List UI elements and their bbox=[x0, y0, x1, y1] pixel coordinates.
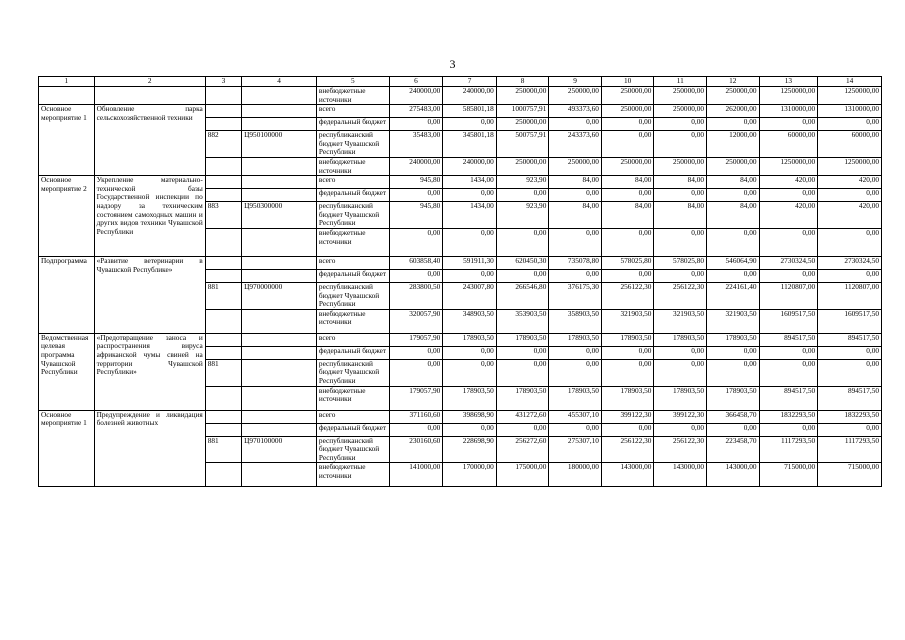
amount-cell: 1250000,00 bbox=[759, 157, 818, 175]
funding-source-cell: всего bbox=[316, 410, 389, 423]
budget-code-cell bbox=[242, 176, 317, 189]
amount-cell: 84,00 bbox=[549, 176, 602, 189]
amount-cell: 715000,00 bbox=[818, 463, 882, 487]
amount-cell: 262000,00 bbox=[707, 105, 760, 118]
amount-cell: 250000,00 bbox=[549, 157, 602, 175]
amount-cell: 84,00 bbox=[707, 176, 760, 189]
budget-code-cell bbox=[242, 157, 317, 175]
amount-cell: 923,90 bbox=[496, 176, 549, 189]
table-row bbox=[39, 333, 882, 346]
amount-cell: 321903,50 bbox=[654, 309, 707, 333]
amount-cell: 0,00 bbox=[549, 189, 602, 202]
responsible-code-cell bbox=[205, 463, 241, 487]
amount-cell: 0,00 bbox=[549, 269, 602, 282]
budget-code-cell bbox=[242, 359, 317, 386]
amount-cell: 0,00 bbox=[389, 423, 443, 436]
amount-cell: 256122,30 bbox=[654, 282, 707, 309]
amount-cell: 275307,10 bbox=[549, 436, 602, 463]
amount-cell: 0,00 bbox=[818, 189, 882, 202]
amount-cell: 420,00 bbox=[818, 202, 882, 229]
responsible-code-cell bbox=[205, 423, 241, 436]
amount-cell: 0,00 bbox=[601, 118, 654, 131]
responsible-code-cell bbox=[205, 410, 241, 423]
responsible-code-cell: 883 bbox=[205, 202, 241, 229]
budget-code-cell bbox=[242, 423, 317, 436]
amount-cell: 420,00 bbox=[759, 176, 818, 189]
amount-cell: 0,00 bbox=[759, 269, 818, 282]
amount-cell: 366458,70 bbox=[707, 410, 760, 423]
amount-cell: 240000,00 bbox=[389, 87, 443, 105]
amount-cell: 0,00 bbox=[496, 269, 549, 282]
amount-cell: 0,00 bbox=[759, 359, 818, 386]
column-header: 8 bbox=[496, 77, 549, 87]
amount-cell: 0,00 bbox=[443, 269, 497, 282]
amount-cell: 1609517,50 bbox=[759, 309, 818, 333]
amount-cell: 0,00 bbox=[654, 228, 707, 256]
funding-source-cell: внебюджетные источники bbox=[316, 157, 389, 175]
amount-cell: 945,80 bbox=[389, 202, 443, 229]
amount-cell: 894517,50 bbox=[818, 386, 882, 410]
amount-cell: 0,00 bbox=[601, 269, 654, 282]
budget-code-cell bbox=[242, 118, 317, 131]
funding-source-cell: всего bbox=[316, 105, 389, 118]
responsible-code-cell: 881 bbox=[205, 359, 241, 386]
amount-cell: 399122,30 bbox=[654, 410, 707, 423]
amount-cell: 894517,50 bbox=[759, 386, 818, 410]
amount-cell: 0,00 bbox=[549, 346, 602, 359]
amount-cell: 228698,90 bbox=[443, 436, 497, 463]
amount-cell: 250000,00 bbox=[654, 87, 707, 105]
responsible-code-cell bbox=[205, 333, 241, 346]
responsible-code-cell bbox=[205, 346, 241, 359]
column-header: 12 bbox=[707, 77, 760, 87]
amount-cell: 60000,00 bbox=[759, 131, 818, 158]
amount-cell: 223458,70 bbox=[707, 436, 760, 463]
responsible-code-cell bbox=[205, 189, 241, 202]
amount-cell: 0,00 bbox=[443, 228, 497, 256]
amount-cell: 35483,00 bbox=[389, 131, 443, 158]
amount-cell: 0,00 bbox=[818, 346, 882, 359]
amount-cell: 0,00 bbox=[818, 423, 882, 436]
amount-cell: 0,00 bbox=[759, 346, 818, 359]
amount-cell: 620450,30 bbox=[496, 256, 549, 269]
column-header: 9 bbox=[549, 77, 602, 87]
amount-cell: 250000,00 bbox=[549, 87, 602, 105]
amount-cell: 0,00 bbox=[443, 423, 497, 436]
budget-code-cell bbox=[242, 87, 317, 105]
funding-source-cell: федеральный бюджет bbox=[316, 189, 389, 202]
amount-cell: 84,00 bbox=[654, 176, 707, 189]
responsible-code-cell bbox=[205, 256, 241, 269]
amount-cell: 591911,30 bbox=[443, 256, 497, 269]
column-header: 4 bbox=[242, 77, 317, 87]
amount-cell: 0,00 bbox=[549, 359, 602, 386]
table-row bbox=[39, 256, 882, 269]
budget-code-cell bbox=[242, 269, 317, 282]
program-type-cell: Основное мероприятие 2 bbox=[39, 176, 95, 257]
amount-cell: 0,00 bbox=[707, 423, 760, 436]
amount-cell: 1120807,00 bbox=[818, 282, 882, 309]
responsible-code-cell bbox=[205, 105, 241, 118]
amount-cell: 178903,50 bbox=[601, 333, 654, 346]
header-row bbox=[39, 77, 882, 87]
funding-source-cell: республиканский бюджет Чувашской Республики bbox=[316, 131, 389, 158]
amount-cell: 0,00 bbox=[601, 346, 654, 359]
funding-source-cell: внебюджетные источники bbox=[316, 228, 389, 256]
responsible-code-cell bbox=[205, 228, 241, 256]
amount-cell: 500757,91 bbox=[496, 131, 549, 158]
amount-cell: 84,00 bbox=[549, 202, 602, 229]
amount-cell: 1117293,50 bbox=[759, 436, 818, 463]
budget-table bbox=[38, 76, 882, 487]
amount-cell: 894517,50 bbox=[818, 333, 882, 346]
amount-cell: 250000,00 bbox=[496, 118, 549, 131]
amount-cell: 321903,50 bbox=[601, 309, 654, 333]
amount-cell: 1832293,50 bbox=[818, 410, 882, 423]
program-name-cell bbox=[94, 87, 205, 105]
funding-source-cell: республиканский бюджет Чувашской Республики bbox=[316, 202, 389, 229]
table-row bbox=[39, 87, 882, 105]
amount-cell: 230160,60 bbox=[389, 436, 443, 463]
funding-source-cell: федеральный бюджет bbox=[316, 118, 389, 131]
amount-cell: 0,00 bbox=[707, 189, 760, 202]
amount-cell: 320057,90 bbox=[389, 309, 443, 333]
amount-cell: 1117293,50 bbox=[818, 436, 882, 463]
column-header: 3 bbox=[205, 77, 241, 87]
amount-cell: 923,90 bbox=[496, 202, 549, 229]
responsible-code-cell: 882 bbox=[205, 131, 241, 158]
budget-code-cell: Ц970100000 bbox=[242, 436, 317, 463]
responsible-code-cell bbox=[205, 157, 241, 175]
amount-cell: 0,00 bbox=[601, 359, 654, 386]
amount-cell: 0,00 bbox=[496, 346, 549, 359]
program-name-cell: Укрепление материально-технической базы Государственной инспекции по надзору за техническим состоянием самоходных машин и других видов техники Чувашской Республики bbox=[94, 176, 205, 257]
amount-cell: 0,00 bbox=[549, 228, 602, 256]
amount-cell: 12000,00 bbox=[707, 131, 760, 158]
amount-cell: 1250000,00 bbox=[759, 87, 818, 105]
amount-cell: 455307,10 bbox=[549, 410, 602, 423]
funding-source-cell: всего bbox=[316, 333, 389, 346]
column-header: 13 bbox=[759, 77, 818, 87]
amount-cell: 240000,00 bbox=[443, 87, 497, 105]
amount-cell: 0,00 bbox=[759, 118, 818, 131]
amount-cell: 0,00 bbox=[707, 359, 760, 386]
amount-cell: 0,00 bbox=[654, 423, 707, 436]
amount-cell: 178903,50 bbox=[707, 386, 760, 410]
amount-cell: 250000,00 bbox=[496, 157, 549, 175]
amount-cell: 0,00 bbox=[818, 269, 882, 282]
amount-cell: 0,00 bbox=[601, 131, 654, 158]
amount-cell: 84,00 bbox=[707, 202, 760, 229]
amount-cell: 256122,30 bbox=[654, 436, 707, 463]
amount-cell: 143000,00 bbox=[707, 463, 760, 487]
amount-cell: 0,00 bbox=[443, 359, 497, 386]
amount-cell: 894517,50 bbox=[759, 333, 818, 346]
amount-cell: 84,00 bbox=[601, 176, 654, 189]
amount-cell: 0,00 bbox=[654, 131, 707, 158]
funding-source-cell: федеральный бюджет bbox=[316, 423, 389, 436]
amount-cell: 0,00 bbox=[759, 423, 818, 436]
amount-cell: 1120807,00 bbox=[759, 282, 818, 309]
funding-source-cell: внебюджетные источники bbox=[316, 87, 389, 105]
amount-cell: 0,00 bbox=[759, 189, 818, 202]
budget-code-cell bbox=[242, 228, 317, 256]
amount-cell: 1000757,91 bbox=[496, 105, 549, 118]
amount-cell: 2730324,50 bbox=[759, 256, 818, 269]
program-type-cell bbox=[39, 87, 95, 105]
amount-cell: 180000,00 bbox=[549, 463, 602, 487]
amount-cell: 735078,80 bbox=[549, 256, 602, 269]
program-type-cell: Основное мероприятие 1 bbox=[39, 410, 95, 487]
amount-cell: 578025,80 bbox=[601, 256, 654, 269]
budget-code-cell bbox=[242, 346, 317, 359]
amount-cell: 84,00 bbox=[654, 202, 707, 229]
amount-cell: 84,00 bbox=[601, 202, 654, 229]
budget-code-cell bbox=[242, 309, 317, 333]
program-type-cell: Подпрограмма bbox=[39, 256, 95, 333]
amount-cell: 0,00 bbox=[707, 269, 760, 282]
amount-cell: 141000,00 bbox=[389, 463, 443, 487]
column-header: 6 bbox=[389, 77, 443, 87]
amount-cell: 179057,90 bbox=[389, 333, 443, 346]
amount-cell: 431272,60 bbox=[496, 410, 549, 423]
column-header: 10 bbox=[601, 77, 654, 87]
amount-cell: 179057,90 bbox=[389, 386, 443, 410]
amount-cell: 0,00 bbox=[389, 359, 443, 386]
amount-cell: 240000,00 bbox=[443, 157, 497, 175]
budget-code-cell bbox=[242, 256, 317, 269]
amount-cell: 0,00 bbox=[389, 189, 443, 202]
amount-cell: 0,00 bbox=[818, 118, 882, 131]
funding-source-cell: внебюджетные источники bbox=[316, 463, 389, 487]
amount-cell: 0,00 bbox=[601, 189, 654, 202]
amount-cell: 0,00 bbox=[654, 359, 707, 386]
amount-cell: 0,00 bbox=[601, 423, 654, 436]
amount-cell: 256272,60 bbox=[496, 436, 549, 463]
column-header: 1 bbox=[39, 77, 95, 87]
budget-code-cell bbox=[242, 410, 317, 423]
funding-source-cell: всего bbox=[316, 176, 389, 189]
funding-source-cell: федеральный бюджет bbox=[316, 269, 389, 282]
budget-code-cell bbox=[242, 189, 317, 202]
amount-cell: 178903,50 bbox=[549, 333, 602, 346]
amount-cell: 224161,40 bbox=[707, 282, 760, 309]
amount-cell: 250000,00 bbox=[707, 157, 760, 175]
amount-cell: 0,00 bbox=[549, 423, 602, 436]
responsible-code-cell bbox=[205, 87, 241, 105]
amount-cell: 178903,50 bbox=[496, 333, 549, 346]
budget-code-cell bbox=[242, 333, 317, 346]
amount-cell: 0,00 bbox=[389, 269, 443, 282]
amount-cell: 0,00 bbox=[496, 228, 549, 256]
amount-cell: 256122,30 bbox=[601, 436, 654, 463]
amount-cell: 0,00 bbox=[818, 359, 882, 386]
amount-cell: 493373,60 bbox=[549, 105, 602, 118]
amount-cell: 0,00 bbox=[759, 228, 818, 256]
funding-source-cell: внебюджетные источники bbox=[316, 386, 389, 410]
responsible-code-cell bbox=[205, 176, 241, 189]
amount-cell: 0,00 bbox=[654, 269, 707, 282]
program-name-cell: «Предотвращение заноса и распространения вируса африканской чумы свиней на территории Чувашской Республики» bbox=[94, 333, 205, 410]
amount-cell: 178903,50 bbox=[443, 333, 497, 346]
amount-cell: 178903,50 bbox=[496, 386, 549, 410]
amount-cell: 250000,00 bbox=[601, 157, 654, 175]
amount-cell: 250000,00 bbox=[601, 105, 654, 118]
amount-cell: 178903,50 bbox=[654, 386, 707, 410]
responsible-code-cell bbox=[205, 309, 241, 333]
amount-cell: 143000,00 bbox=[654, 463, 707, 487]
amount-cell: 0,00 bbox=[707, 346, 760, 359]
column-header: 7 bbox=[443, 77, 497, 87]
column-header: 11 bbox=[654, 77, 707, 87]
amount-cell: 353903,50 bbox=[496, 309, 549, 333]
amount-cell: 250000,00 bbox=[654, 157, 707, 175]
amount-cell: 0,00 bbox=[654, 118, 707, 131]
amount-cell: 143000,00 bbox=[601, 463, 654, 487]
budget-code-cell bbox=[242, 463, 317, 487]
amount-cell: 0,00 bbox=[707, 118, 760, 131]
amount-cell: 371160,60 bbox=[389, 410, 443, 423]
amount-cell: 0,00 bbox=[443, 118, 497, 131]
amount-cell: 256122,30 bbox=[601, 282, 654, 309]
amount-cell: 399122,30 bbox=[601, 410, 654, 423]
table-body bbox=[39, 77, 882, 487]
amount-cell: 945,80 bbox=[389, 176, 443, 189]
table-row bbox=[39, 105, 882, 118]
column-header: 14 bbox=[818, 77, 882, 87]
amount-cell: 243373,60 bbox=[549, 131, 602, 158]
amount-cell: 546064,90 bbox=[707, 256, 760, 269]
page-number: 3 bbox=[449, 57, 456, 71]
amount-cell: 0,00 bbox=[389, 228, 443, 256]
amount-cell: 348903,50 bbox=[443, 309, 497, 333]
amount-cell: 0,00 bbox=[601, 228, 654, 256]
amount-cell: 178903,50 bbox=[707, 333, 760, 346]
column-header: 2 bbox=[94, 77, 205, 87]
amount-cell: 585801,18 bbox=[443, 105, 497, 118]
program-type-cell: Основное мероприятие 1 bbox=[39, 105, 95, 176]
funding-source-cell: внебюджетные источники bbox=[316, 309, 389, 333]
program-name-cell: Предупреждение и ликвидация болезней животных bbox=[94, 410, 205, 487]
amount-cell: 0,00 bbox=[654, 189, 707, 202]
amount-cell: 0,00 bbox=[818, 228, 882, 256]
amount-cell: 1609517,50 bbox=[818, 309, 882, 333]
amount-cell: 1310000,00 bbox=[759, 105, 818, 118]
responsible-code-cell bbox=[205, 118, 241, 131]
amount-cell: 250000,00 bbox=[601, 87, 654, 105]
amount-cell: 715000,00 bbox=[759, 463, 818, 487]
amount-cell: 250000,00 bbox=[707, 87, 760, 105]
budget-code-cell: Ц970000000 bbox=[242, 282, 317, 309]
amount-cell: 420,00 bbox=[759, 202, 818, 229]
amount-cell: 178903,50 bbox=[443, 386, 497, 410]
budget-code-cell bbox=[242, 386, 317, 410]
funding-source-cell: республиканский бюджет Чувашской Республики bbox=[316, 436, 389, 463]
amount-cell: 0,00 bbox=[496, 189, 549, 202]
amount-cell: 0,00 bbox=[443, 189, 497, 202]
amount-cell: 250000,00 bbox=[654, 105, 707, 118]
budget-code-cell: Ц950300000 bbox=[242, 202, 317, 229]
responsible-code-cell: 881 bbox=[205, 436, 241, 463]
amount-cell: 0,00 bbox=[389, 118, 443, 131]
table-row bbox=[39, 410, 882, 423]
amount-cell: 376175,30 bbox=[549, 282, 602, 309]
funding-source-cell: республиканский бюджет Чувашской Республики bbox=[316, 282, 389, 309]
amount-cell: 0,00 bbox=[707, 228, 760, 256]
amount-cell: 178903,50 bbox=[654, 333, 707, 346]
amount-cell: 178903,50 bbox=[601, 386, 654, 410]
funding-source-cell: всего bbox=[316, 256, 389, 269]
amount-cell: 250000,00 bbox=[496, 87, 549, 105]
budget-code-cell bbox=[242, 105, 317, 118]
responsible-code-cell bbox=[205, 269, 241, 282]
amount-cell: 60000,00 bbox=[818, 131, 882, 158]
responsible-code-cell: 881 bbox=[205, 282, 241, 309]
table-row bbox=[39, 176, 882, 189]
budget-code-cell: Ц950100000 bbox=[242, 131, 317, 158]
amount-cell: 1310000,00 bbox=[818, 105, 882, 118]
amount-cell: 398698,90 bbox=[443, 410, 497, 423]
column-header: 5 bbox=[316, 77, 389, 87]
amount-cell: 0,00 bbox=[496, 423, 549, 436]
amount-cell: 0,00 bbox=[549, 118, 602, 131]
amount-cell: 243007,80 bbox=[443, 282, 497, 309]
amount-cell: 283800,50 bbox=[389, 282, 443, 309]
amount-cell: 178903,50 bbox=[549, 386, 602, 410]
amount-cell: 275483,00 bbox=[389, 105, 443, 118]
amount-cell: 321903,50 bbox=[707, 309, 760, 333]
amount-cell: 1250000,00 bbox=[818, 157, 882, 175]
amount-cell: 358903,50 bbox=[549, 309, 602, 333]
amount-cell: 1434,00 bbox=[443, 176, 497, 189]
amount-cell: 345801,18 bbox=[443, 131, 497, 158]
program-name-cell: «Развитие ветеринарии в Чувашской Республике» bbox=[94, 256, 205, 333]
amount-cell: 0,00 bbox=[389, 346, 443, 359]
amount-cell: 578025,80 bbox=[654, 256, 707, 269]
amount-cell: 1434,00 bbox=[443, 202, 497, 229]
amount-cell: 175000,00 bbox=[496, 463, 549, 487]
amount-cell: 603858,40 bbox=[389, 256, 443, 269]
amount-cell: 0,00 bbox=[654, 346, 707, 359]
amount-cell: 0,00 bbox=[443, 346, 497, 359]
amount-cell: 1832293,50 bbox=[759, 410, 818, 423]
amount-cell: 240000,00 bbox=[389, 157, 443, 175]
amount-cell: 2730324,50 bbox=[818, 256, 882, 269]
funding-source-cell: республиканский бюджет Чувашской Республики bbox=[316, 359, 389, 386]
funding-source-cell: федеральный бюджет bbox=[316, 346, 389, 359]
amount-cell: 0,00 bbox=[496, 359, 549, 386]
amount-cell: 1250000,00 bbox=[818, 87, 882, 105]
amount-cell: 170000,00 bbox=[443, 463, 497, 487]
program-type-cell: Ведомственная целевая программа Чувашской Республики bbox=[39, 333, 95, 410]
program-name-cell: Обновление парка сельскохозяйственной техники bbox=[94, 105, 205, 176]
responsible-code-cell bbox=[205, 386, 241, 410]
amount-cell: 266546,80 bbox=[496, 282, 549, 309]
amount-cell: 420,00 bbox=[818, 176, 882, 189]
